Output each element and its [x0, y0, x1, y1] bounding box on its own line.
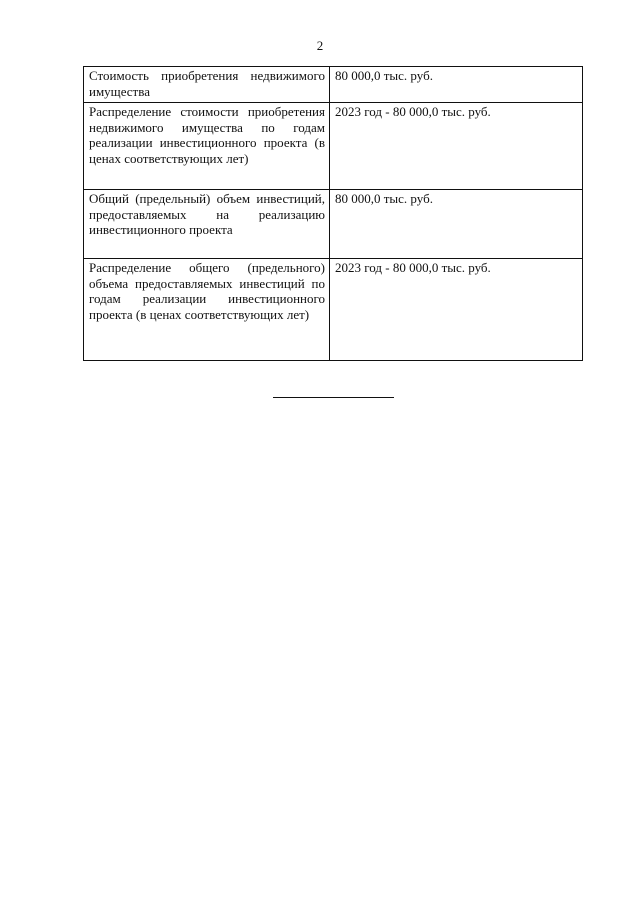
row-label: Распределение стоимости приобретения недвижимого имущества по годам реализации инвестиционного проекта (в ценах соответствующих лет)	[84, 103, 330, 190]
row-label: Распределение общего (предельного) объема предоставляемых инвестиций по годам реализации инвестиционного проекта (в ценах соответствующих лет)	[84, 259, 330, 361]
table-row	[84, 190, 583, 259]
investment-table	[83, 66, 583, 361]
row-value: 2023 год - 80 000,0 тыс. руб.	[330, 103, 583, 190]
page-number: 2	[316, 38, 324, 53]
row-value: 80 000,0 тыс. руб.	[330, 67, 583, 103]
row-value: 80 000,0 тыс. руб.	[330, 190, 583, 259]
table-row	[84, 67, 583, 103]
table-row	[84, 103, 583, 190]
row-label: Общий (предельный) объем инвестиций, предоставляемых на реализацию инвестиционного проекта	[84, 190, 330, 259]
row-value: 2023 год - 80 000,0 тыс. руб.	[330, 259, 583, 361]
end-separator-line	[273, 397, 394, 398]
table-row	[84, 259, 583, 361]
row-label: Стоимость приобретения недвижимого имущества	[84, 67, 330, 103]
